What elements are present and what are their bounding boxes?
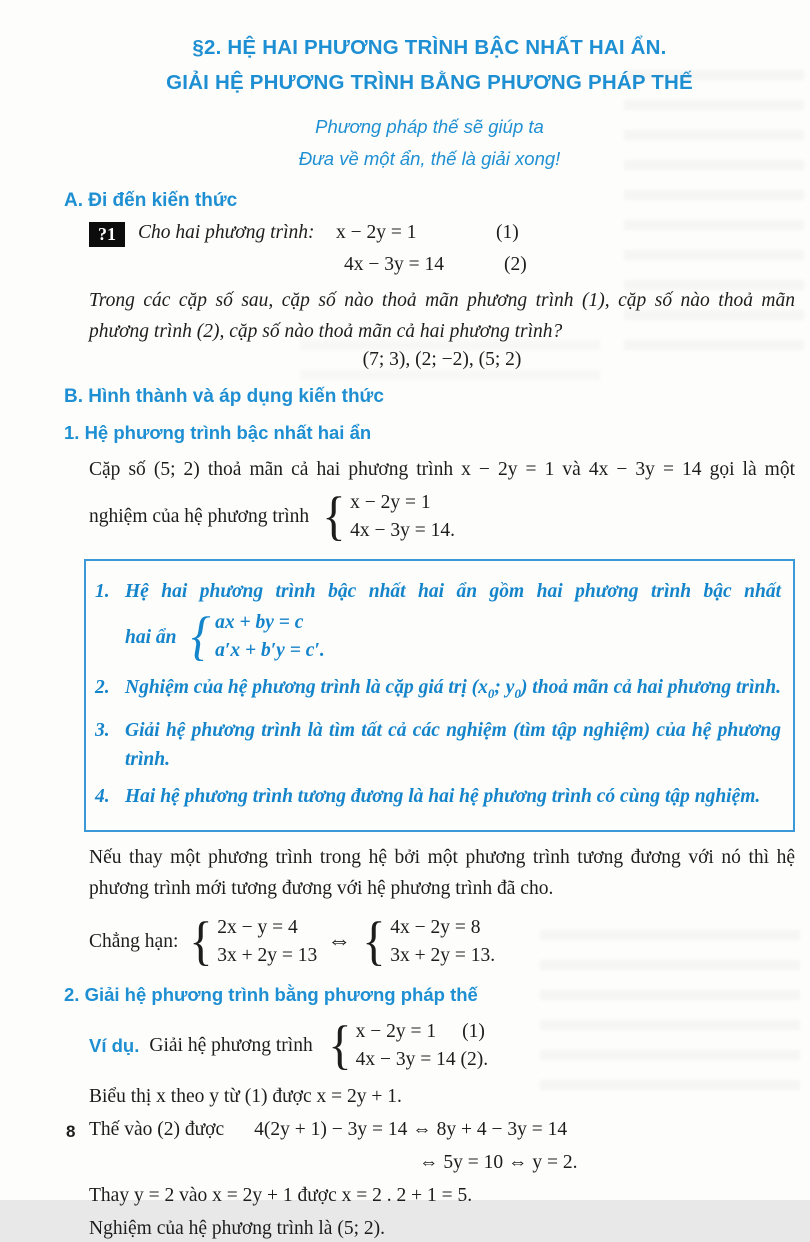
solution-step-1: Biểu thị x theo y từ (1) được x = 2y + 1. bbox=[89, 1085, 402, 1107]
solution-pair-paragraph bbox=[89, 454, 795, 545]
equation-system bbox=[327, 1014, 489, 1075]
activity-row-2 bbox=[89, 254, 795, 276]
equivalence-paragraph: Nếu thay một phương trình trong hệ bởi một phương trình tương đương với nó thì hệ phương trình mới tương đương với hệ phương trình đã cho. bbox=[89, 846, 795, 899]
equation-1-number: (1) bbox=[496, 222, 519, 243]
chapter-title bbox=[64, 30, 795, 100]
definition-item-2 bbox=[95, 673, 781, 708]
definition-1-line1: Hệ hai phương trình bậc nhất hai ẩn gồm hai phương trình bậc nhất bbox=[125, 581, 781, 602]
system-eq-bottom: a′x + b′y = c′. bbox=[215, 640, 325, 661]
system-eq-top: x − 2y = 1 bbox=[350, 492, 431, 513]
definition-box bbox=[84, 559, 795, 832]
equation-system-right bbox=[361, 910, 496, 971]
definition-item-3 bbox=[95, 716, 781, 774]
system-eq-bottom: 3x + 2y = 13. bbox=[390, 944, 496, 966]
left-brace-glyph: { bbox=[322, 486, 346, 547]
step-2-math: 4(2y + 1) − 3y = 14 ⇔ 8y + 4 − 3y = 14 bbox=[254, 1118, 568, 1140]
item-number: 4. bbox=[95, 785, 110, 807]
section-a-heading: A. Đi đến kiến thức bbox=[64, 190, 238, 211]
motto-line1: Phương pháp thế sẽ giúp ta bbox=[315, 116, 544, 137]
example-label: Ví dụ. bbox=[89, 1034, 140, 1056]
item-number: 1. bbox=[95, 581, 110, 602]
left-brace-glyph: { bbox=[191, 606, 212, 667]
subsection-1-heading: 1. Hệ phương trình bậc nhất hai ẩn bbox=[64, 422, 372, 443]
section-b-heading: B. Hình thành và áp dụng kiến thức bbox=[64, 386, 384, 407]
definition-item-4 bbox=[95, 782, 781, 811]
page-number: 8 bbox=[66, 1122, 76, 1141]
definition-2-text: Nghiệm của hệ phương trình là cặp giá trị ($x_0$; $y_0$) thoả mãn cả hai phương trình. bbox=[125, 677, 781, 701]
system-eq-top: 2x − y = 4 bbox=[217, 916, 298, 938]
activity-question: Trong các cặp số sau, cặp số nào thoả mãn phương trình (1), cặp số nào thoả mãn phương trình (2), cặp số nào thoả mãn cả hai phương trình? bbox=[89, 290, 795, 342]
solution-step-3: ⇔ 5y = 10 ⇔ y = 2. bbox=[419, 1151, 578, 1173]
definition-3-text: Giải hệ phương trình là tìm tất cả các nghiệm (tìm tập nghiệm) của hệ phương trình. bbox=[125, 719, 781, 770]
system-lead-text: nghiệm của hệ phương trình bbox=[89, 506, 310, 527]
system-eq-bottom: 3x + 2y = 13 bbox=[217, 944, 318, 966]
system-eq-top: x − 2y = 1 bbox=[355, 1020, 437, 1042]
system-eq-top: 4x − 2y = 8 bbox=[390, 916, 481, 938]
definition-item-1 bbox=[95, 577, 781, 665]
equation-system bbox=[190, 606, 325, 667]
equation-system bbox=[321, 486, 455, 547]
definition-4-text: Hai hệ phương trình tương đương là hai hệ phương trình có cùng tập nghiệm. bbox=[125, 785, 761, 807]
system-nghiem-row bbox=[89, 486, 795, 547]
activity-badge: ?1 bbox=[89, 222, 125, 247]
number-pairs: (7; 3), (2; −2), (5; 2) bbox=[362, 349, 522, 370]
chapter-motto bbox=[64, 111, 795, 175]
item-number: 2. bbox=[95, 677, 110, 698]
solution-step-4: Thay y = 2 vào x = 2y + 1 được x = 2 . 2 + 1 = 5. bbox=[89, 1184, 473, 1206]
equation-2: 4x − 3y = 14 bbox=[344, 254, 444, 275]
paragraph-line-1: Cặp số (5; 2) thoả mãn cả hai phương trình x − 2y = 1 và 4x − 3y = 14 gọi là một bbox=[89, 459, 795, 480]
subscript-zero: 0 bbox=[514, 685, 521, 701]
system-eq-bottom: 4x − 3y = 14. bbox=[350, 520, 455, 541]
left-brace-glyph: { bbox=[362, 910, 386, 971]
left-brace-glyph: { bbox=[189, 910, 213, 971]
chapter-title-line1: §2. HỆ HAI PHƯƠNG TRÌNH BẬC NHẤT HAI ẨN. bbox=[192, 36, 667, 59]
equation-1: x − 2y = 1 bbox=[336, 222, 417, 243]
equation-system-left bbox=[188, 910, 318, 971]
system-eq-top: ax + by = c bbox=[215, 612, 304, 633]
left-brace-glyph: { bbox=[327, 1014, 352, 1075]
chapter-title-line2: GIẢI HỆ PHƯƠNG TRÌNH BẰNG PHƯƠNG PHÁP THẾ bbox=[166, 71, 693, 94]
activity-block bbox=[89, 222, 795, 371]
activity-intro: Cho hai phương trình: bbox=[138, 222, 315, 243]
activity-row-1 bbox=[89, 222, 795, 247]
indent-spacer bbox=[89, 254, 344, 276]
system-eq-top-number: (1) bbox=[462, 1020, 485, 1042]
example-row bbox=[89, 1014, 795, 1075]
system-eq-bottom: 4x − 3y = 14 (2). bbox=[355, 1048, 489, 1070]
solution-step-5: Nghiệm của hệ phương trình là (5; 2). bbox=[89, 1217, 385, 1239]
example-text: Giải hệ phương trình bbox=[149, 1034, 313, 1056]
motto-line2: Đưa về một ẩn, thế là giải xong! bbox=[298, 148, 561, 169]
example-eq-label: Chẳng hạn: bbox=[89, 930, 179, 952]
equation-2-number: (2) bbox=[504, 254, 527, 275]
solution-step-2 bbox=[89, 1117, 795, 1143]
item-number: 3. bbox=[95, 719, 110, 741]
definition-1-lead: hai ẩn bbox=[125, 626, 177, 648]
definition-1-system-row bbox=[125, 606, 781, 667]
equivalence-example-row bbox=[89, 910, 795, 971]
subscript-zero: 0 bbox=[487, 685, 495, 701]
step-2-lead: Thế vào (2) được bbox=[89, 1118, 225, 1140]
equivalence-arrow: ⇔ bbox=[327, 928, 352, 955]
subsection-2-heading: 2. Giải hệ phương trình bằng phương pháp thế bbox=[64, 983, 478, 1005]
